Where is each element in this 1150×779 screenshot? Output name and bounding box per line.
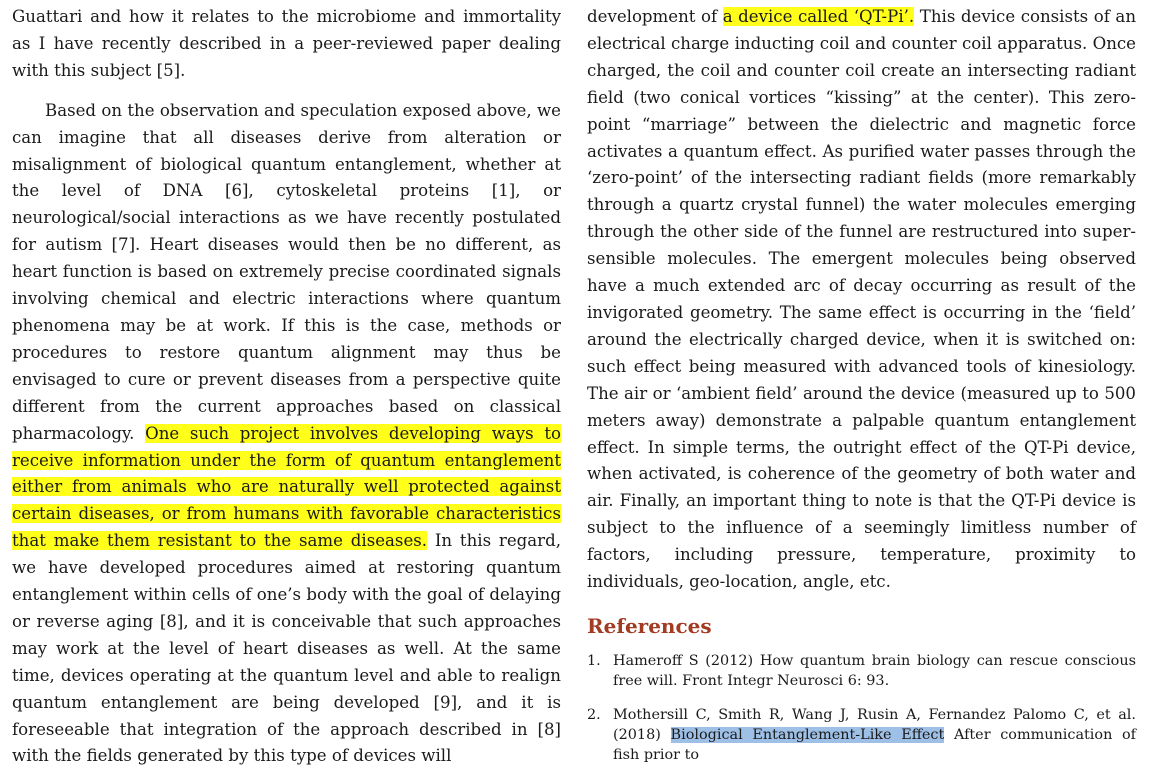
paragraph-text: Based on the observation and speculation exposed above, we can imagine that all diseases derive from alteration or misalignment of biological quantum entanglement, whether at the level of DNA [6], cytoskeletal proteins [1], or neurological/social interactions as we have recently postulated for autism [7]. Heart diseases would then be no different, as heart function is based on extremely precise coordinated signals involving chemical and electric interactions where quantum phenomena may be at work. If this is the case, methods or procedures to restore quantum alignment may thus be envisaged to cure or prevent diseases from a perspective quite different from the current approaches based on classical pharmacology. [12, 100, 561, 443]
right-column [587, 4, 1136, 779]
reference-text: After communication of fish prior to [613, 726, 1136, 763]
selected-text[interactable]: Biological Entanglement-Like Effect [670, 726, 945, 743]
paragraph-qt-pi-device [587, 4, 1136, 596]
highlighted-text[interactable]: One such project involves developing ways to receive information under the form of quantum entanglement either from animals who are naturally well protected against certain diseases, or from humans with favorable characteristics that make them resistant to the same diseases. [12, 423, 562, 551]
paragraph-quantum-entanglement [12, 98, 561, 771]
left-column [12, 4, 561, 770]
reference-item [587, 651, 1136, 691]
references-heading: References [587, 613, 712, 638]
reference-item [587, 705, 1136, 765]
reference-number: 2. [587, 706, 601, 723]
reference-text: Hameroff S (2012) How quantum brain biology can rescue conscious free will. Front Integr Neurosci 6: 93. [613, 652, 1136, 689]
highlighted-text[interactable]: a device called ‘QT-Pi’. [722, 7, 915, 26]
paragraph-text: This device consists of an electrical charge inducting coil and counter coil apparatus. Once charged, the coil and counter coil create an intersecting radiant field (two conical vortices “kissing” at the center). This zero-point “marriage” between the dielectric and magnetic force activates a quantum effect. As purified water passes through the ‘zero-point’ of the intersecting radiant fields (more remarkably through a quartz crystal funnel) the water molecules emerging through the other side of the funnel are restructured into super-sensible molecules. The emergent molecules being observed have a much extended arc of decay occurring as result of the invigorated geometry. The same effect is occurring in the ‘field’ around the electrically charged device, when it is switched on: such effect being measured with advanced tools of kinesiology. The air or ‘ambient field’ around the device (measured up to 500 meters away) demonstrate a palpable quantum entanglement effect. In simple terms, the outright effect of the QT-Pi device, when activated, is coherence of the geometry of both water and air. Finally, an important thing to note is that the QT-Pi device is subject to the influence of a seemingly limitless number of factors, including pressure, temperature, proximity to individuals, geo-location, angle, etc. [587, 7, 1137, 592]
paragraph-text: development of [587, 7, 718, 26]
paragraph-intro-continuation: Guattari and how it relates to the microbiome and immortality as I have recently described in a peer-reviewed paper dealing with this subject [5]. [12, 7, 561, 80]
reference-text: Mothersill C, Smith R, Wang J, Rusin A, Fernandez Palomo C, et al. (2018) [613, 706, 1136, 743]
paragraph-text: In this regard, we have developed procedures aimed at restoring quantum entanglement within cells of one’s body with the goal of delaying or reverse aging [8], and it is conceivable that such approaches may work at the level of heart diseases as well. At the same time, devices operating at the quantum level and able to realign quantum entanglement are being developed [9], and it is foreseeable that integration of the approach described in [8] with the fields generated by this type of devices will [12, 531, 562, 766]
reference-number: 1. [587, 652, 601, 669]
reference-list [587, 651, 1136, 765]
